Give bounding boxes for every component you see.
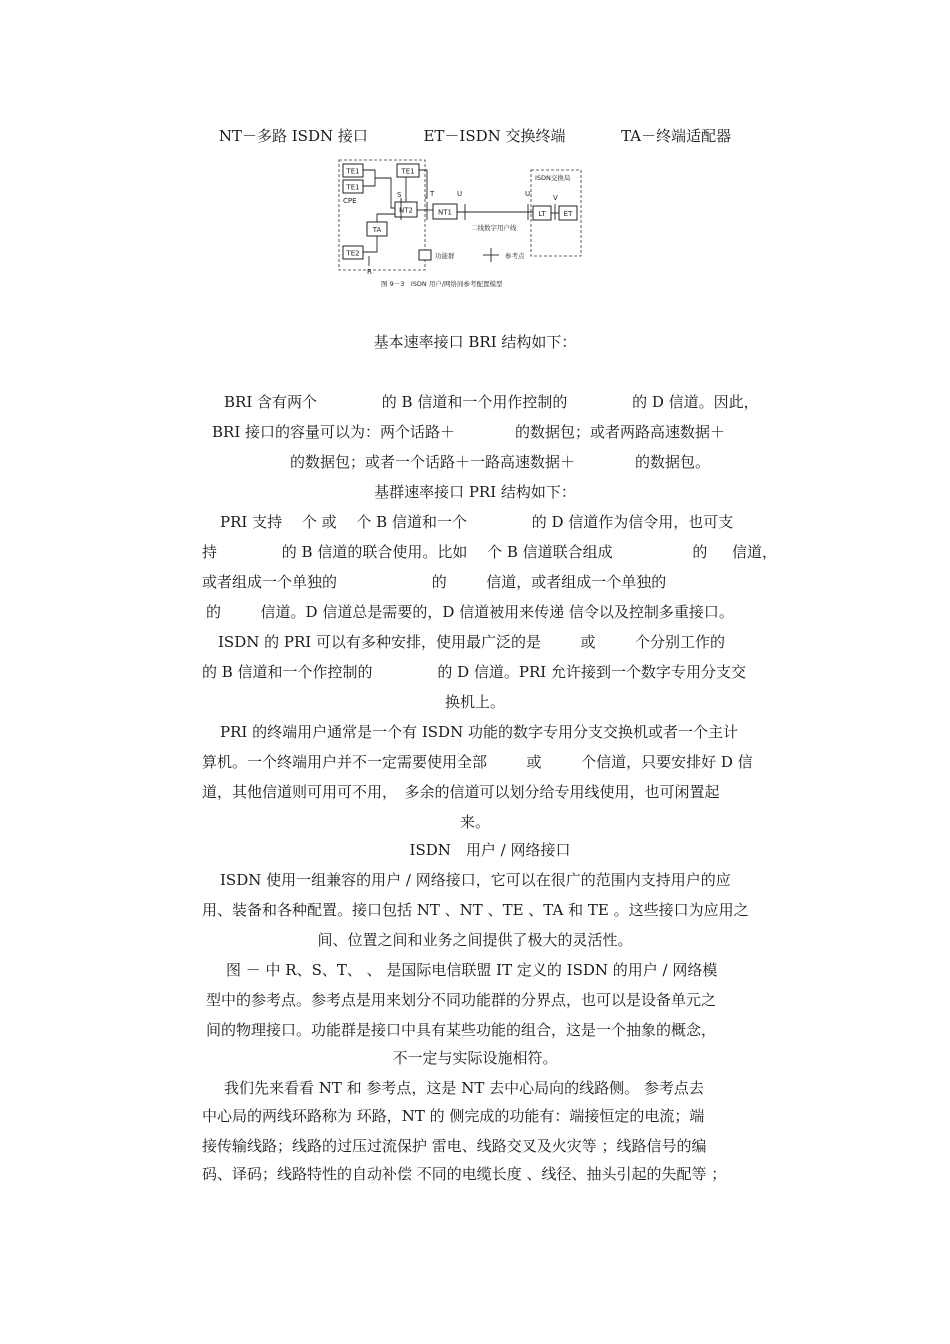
body-line: BRI 接口的容量可以为：两个话路＋ 的数据包；或者两路高速数据＋ (212, 423, 726, 441)
body-line: BRI 含有两个 的 B 信道和一个用作控制的 的 D 信道。因此， (224, 393, 759, 411)
body-line: PRI 支持 个 或 个 B 信道和一个 的 D 信道作为信令用，也可支 (220, 513, 734, 531)
ref-s-label: S (397, 191, 402, 199)
isdn-reference-configuration-figure (335, 158, 585, 294)
body-line: 道，其他信道则可用可不用， 多余的信道可以划分给专用线使用，也可闲置起 (202, 783, 720, 801)
body-line: ISDN 的 PRI 可以有多种安排，使用最广泛的是 或 个分别工作的 (218, 633, 790, 651)
body-line: 的 信道。D 信道总是需要的，D 信道被用来传递 信令以及控制多重接口。 (206, 603, 734, 621)
section-heading-bri: 基本速率接口 BRI 结构如下： (373, 333, 577, 351)
body-line: 算机。一个终端用户并不一定需要使用全部 或 个信道，只要安排好 D 信 (202, 753, 753, 771)
body-line: 码、译码；线路特性的自动补偿 不同的电缆长度 、线径、抽头引起的失配等 ； (202, 1165, 727, 1183)
legend-line (0, 126, 950, 146)
body-line: ISDN 使用一组兼容的用户 / 网络接口，它可以在很广的范围内支持用户的应 (220, 871, 731, 889)
key-group-box (419, 250, 431, 260)
te1-label-a: TE1 (346, 167, 360, 176)
cpe-label: CPE (343, 197, 357, 205)
body-line: 我们先来看看 NT 和 参考点，这是 NT 去中心局向的线路侧。 参考点去 (224, 1079, 704, 1097)
body-line: 型中的参考点。参考点是用来划分不同功能群的分界点，也可以是设备单元之 (206, 991, 717, 1009)
key-ref-symbol (483, 248, 499, 262)
legend-et: ET－ISDN 交换终端 (423, 127, 566, 145)
legend-nt1: NT－多路 ISDN 接口 (218, 127, 368, 145)
ref-u1-label: U (457, 190, 463, 198)
body-line: 用、装备和各种配置。接口包括 NT 、NT 、TE 、TA 和 TE 。这些接口为应用之 (202, 901, 749, 919)
ref-v-label: V (553, 194, 558, 202)
ref-r-label: R (367, 268, 372, 276)
line-label: 二线数字用户线 (471, 224, 517, 232)
body-line: 接传输线路；线路的过压过流保护 雷电、线路交叉及火灾等 ；线路信号的编 (202, 1137, 707, 1155)
section-heading-isdn-interface: ISDN 用户 / 网络接口 (379, 841, 571, 859)
figure-caption: 图 9－3 ISDN 用户/网络间参考配置模型 (381, 280, 503, 288)
ta-label: TA (372, 226, 382, 234)
key-group-label: 功能群 (435, 252, 455, 260)
nt1-label: NT1 (438, 208, 452, 217)
te1-label-b: TE1 (346, 183, 360, 192)
te1-label-c: TE1 (401, 167, 415, 176)
isdn-exchange-label: ISDN交换局 (535, 174, 571, 182)
body-line: 不一定与实际设施相符。 (392, 1049, 558, 1067)
body-line: 中心局的两线环路称为 环路，NT 的 侧完成的功能有：端接恒定的电流；端 (202, 1107, 705, 1125)
lt-label: LT (538, 210, 546, 218)
legend-ta: TA－终端适配器 (621, 127, 732, 145)
body-line: 的 B 信道和一个作控制的 的 D 信道。PRI 允许接到一个数字专用分支交 (202, 663, 746, 681)
te2-label: TE2 (346, 249, 360, 258)
section-heading-pri: 基群速率接口 PRI 结构如下： (374, 483, 576, 501)
body-line: 换机上。 (444, 693, 505, 711)
key-ref-label: 参考点 (505, 252, 525, 260)
body-line: 或者组成一个单独的 的 信道，或者组成一个单独的 (202, 573, 762, 591)
nt2-label: NT2 (399, 206, 413, 215)
body-line: 间、位置之间和业务之间提供了极大的灵活性。 (317, 931, 633, 949)
body-line: 图 － 中 R、S、T、 、 是国际电信联盟 IT 定义的 ISDN 的用户 / 网络模 (226, 961, 718, 979)
connection-lines (363, 167, 559, 252)
body-line: 持 的 B 信道的联合使用。比如 个 B 信道联合组成 的 信道， (202, 543, 777, 561)
ref-u2-label: U (525, 190, 531, 198)
body-line: PRI 的终端用户通常是一个有 ISDN 功能的数字专用分支交换机或者一个主计 (220, 723, 738, 741)
et-label: ET (563, 210, 573, 218)
body-line: 的数据包；或者一个话路＋一路高速数据＋ 的数据包。 (230, 453, 711, 471)
body-line: 来。 (459, 813, 490, 831)
ref-t-label: T (430, 190, 435, 198)
body-line: 间的物理接口。功能群是接口中具有某些功能的组合，这是一个抽象的概念， (206, 1021, 717, 1039)
